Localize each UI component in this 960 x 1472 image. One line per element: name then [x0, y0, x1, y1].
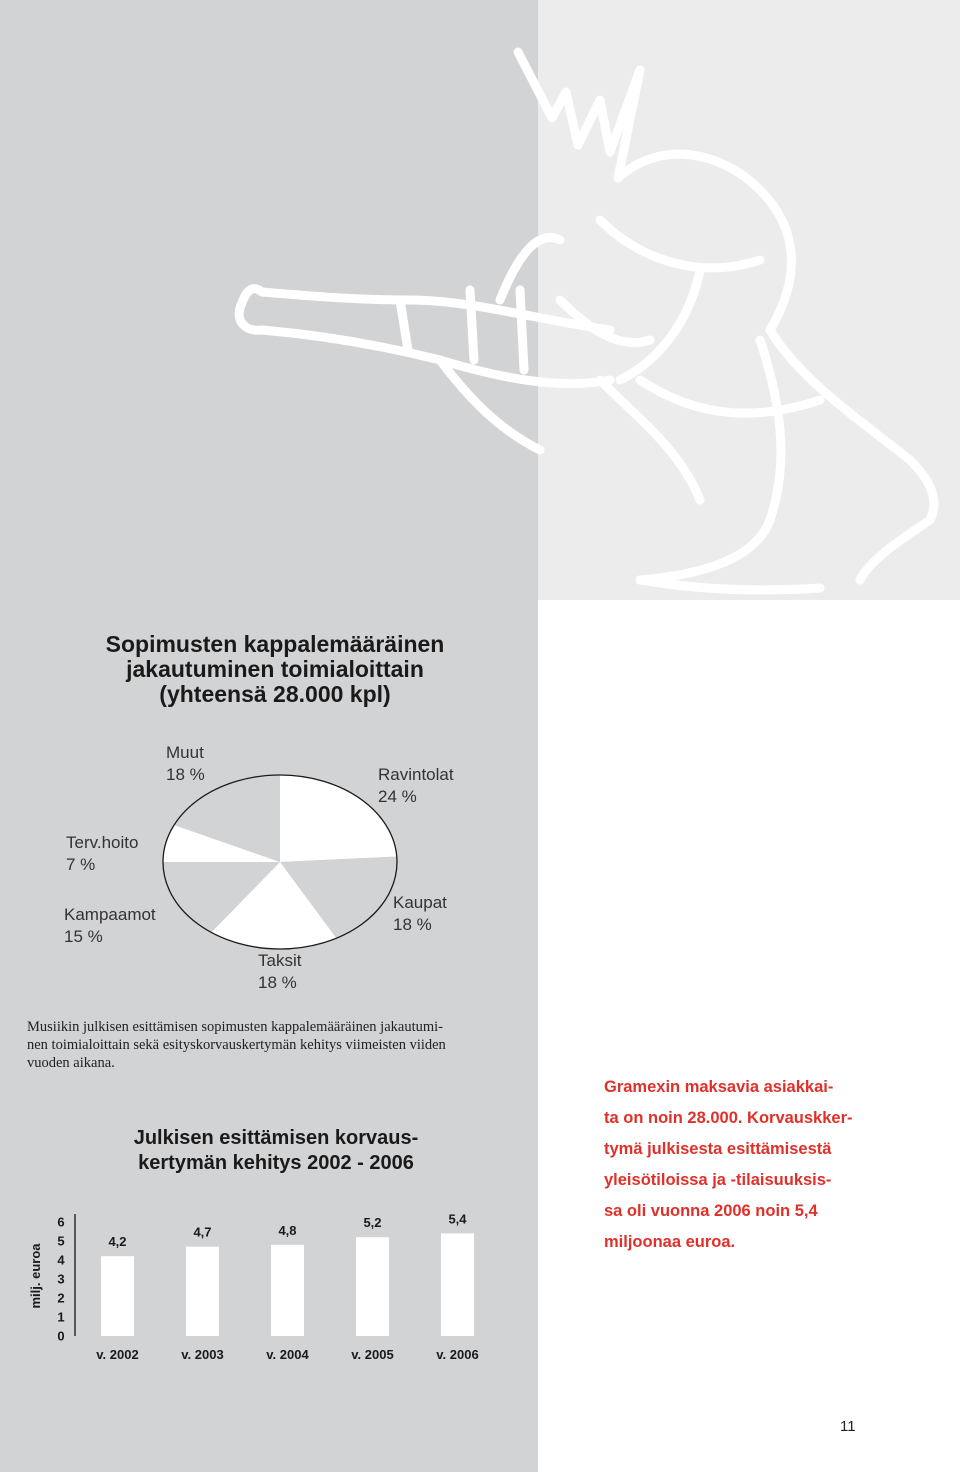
bar-v-2003: [186, 1247, 219, 1336]
gramex-summary-text: [604, 1072, 904, 1258]
page-number: 11: [840, 1418, 856, 1435]
y-axis-label: milj. euroa: [28, 1243, 43, 1309]
x-tick-label: v. 2006: [436, 1347, 479, 1362]
summary-line: Gramexin maksavia asiakkai-: [604, 1078, 834, 1096]
bar-title-line: Julkisen esittämisen korvaus-: [133, 1127, 419, 1149]
pie-label-value: 24 %: [378, 787, 417, 806]
bar-v-2005: [356, 1237, 389, 1336]
pie-chart: [160, 772, 400, 952]
x-tick-label: v. 2005: [351, 1347, 394, 1362]
x-tick-label: v. 2003: [181, 1347, 224, 1362]
caption-line: vuoden aikana.: [27, 1055, 115, 1071]
pie-label-muut: [166, 742, 205, 786]
bar-value-label: 4,7: [193, 1224, 212, 1240]
bar-chart-title: [96, 1126, 456, 1176]
pie-label-name: Ravintolat: [378, 765, 454, 784]
y-tick-label: 5: [57, 1233, 65, 1249]
summary-line: yleisötiloissa ja -tilaisuuksis-: [604, 1171, 832, 1189]
summary-line: sa oli vuonna 2006 noin 5,4: [604, 1202, 818, 1220]
pie-label-value: 7 %: [66, 855, 96, 874]
caption-line: nen toimialoittain sekä esityskorvauskertymän kehitys viimeisten viiden: [27, 1037, 446, 1053]
pie-label-value: 18 %: [258, 973, 297, 992]
summary-line: tymä julkisesta esittämisestä: [604, 1140, 832, 1158]
pie-label-value: 18 %: [393, 915, 432, 934]
pie-label-name: Taksit: [258, 951, 302, 970]
bar-v-2006: [441, 1233, 474, 1336]
bar-v-2004: [271, 1245, 304, 1336]
y-tick-label: 0: [57, 1328, 65, 1344]
pie-label-kampaamot: [64, 904, 156, 948]
pie-label-name: Terv.hoito: [66, 833, 139, 852]
pie-label-name: Kampaamot: [64, 905, 156, 924]
pie-label-terv-hoito: [66, 832, 138, 876]
x-tick-label: v. 2004: [266, 1347, 309, 1362]
trumpet-player-illustration: [0, 0, 960, 600]
pie-label-ravintolat: [378, 764, 454, 808]
x-tick-label: v. 2002: [96, 1347, 139, 1362]
pie-label-taksit: [258, 950, 301, 994]
pie-label-name: Kaupat: [393, 893, 447, 912]
y-tick-label: 1: [57, 1309, 65, 1325]
white-background-panel: [538, 600, 960, 1472]
bar-v-2002: [101, 1256, 134, 1336]
caption-line: Musiikin julkisen esittämisen sopimusten kappalemääräinen jakautumi-: [27, 1019, 443, 1035]
y-tick-label: 2: [57, 1290, 65, 1306]
pie-chart-title: [60, 632, 490, 707]
bar-value-label: 4,2: [108, 1234, 127, 1250]
y-tick-label: 6: [57, 1214, 65, 1230]
pie-label-value: 15 %: [64, 927, 103, 946]
pie-label-kaupat: [393, 892, 447, 936]
pie-label-value: 18 %: [166, 765, 205, 784]
summary-line: ta on noin 28.000. Korvauskker-: [604, 1109, 853, 1127]
pie-title-line: Sopimusten kappalemääräinen: [105, 631, 445, 657]
bar-value-label: 4,8: [278, 1222, 297, 1238]
pie-label-name: Muut: [166, 743, 204, 762]
figure-caption: [27, 1018, 507, 1072]
bar-title-line: kertymän kehitys 2002 - 2006: [138, 1152, 414, 1174]
pie-title-line: (yhteensä 28.000 kpl): [159, 681, 391, 707]
bar-chart: [0, 1196, 520, 1376]
bar-value-label: 5,4: [448, 1211, 467, 1227]
y-tick-label: 4: [57, 1252, 65, 1268]
pie-title-line: jakautuminen toimialoittain: [126, 656, 424, 682]
y-tick-label: 3: [57, 1271, 65, 1287]
bar-value-label: 5,2: [363, 1215, 382, 1231]
summary-line: miljoonaa euroa.: [604, 1233, 736, 1251]
